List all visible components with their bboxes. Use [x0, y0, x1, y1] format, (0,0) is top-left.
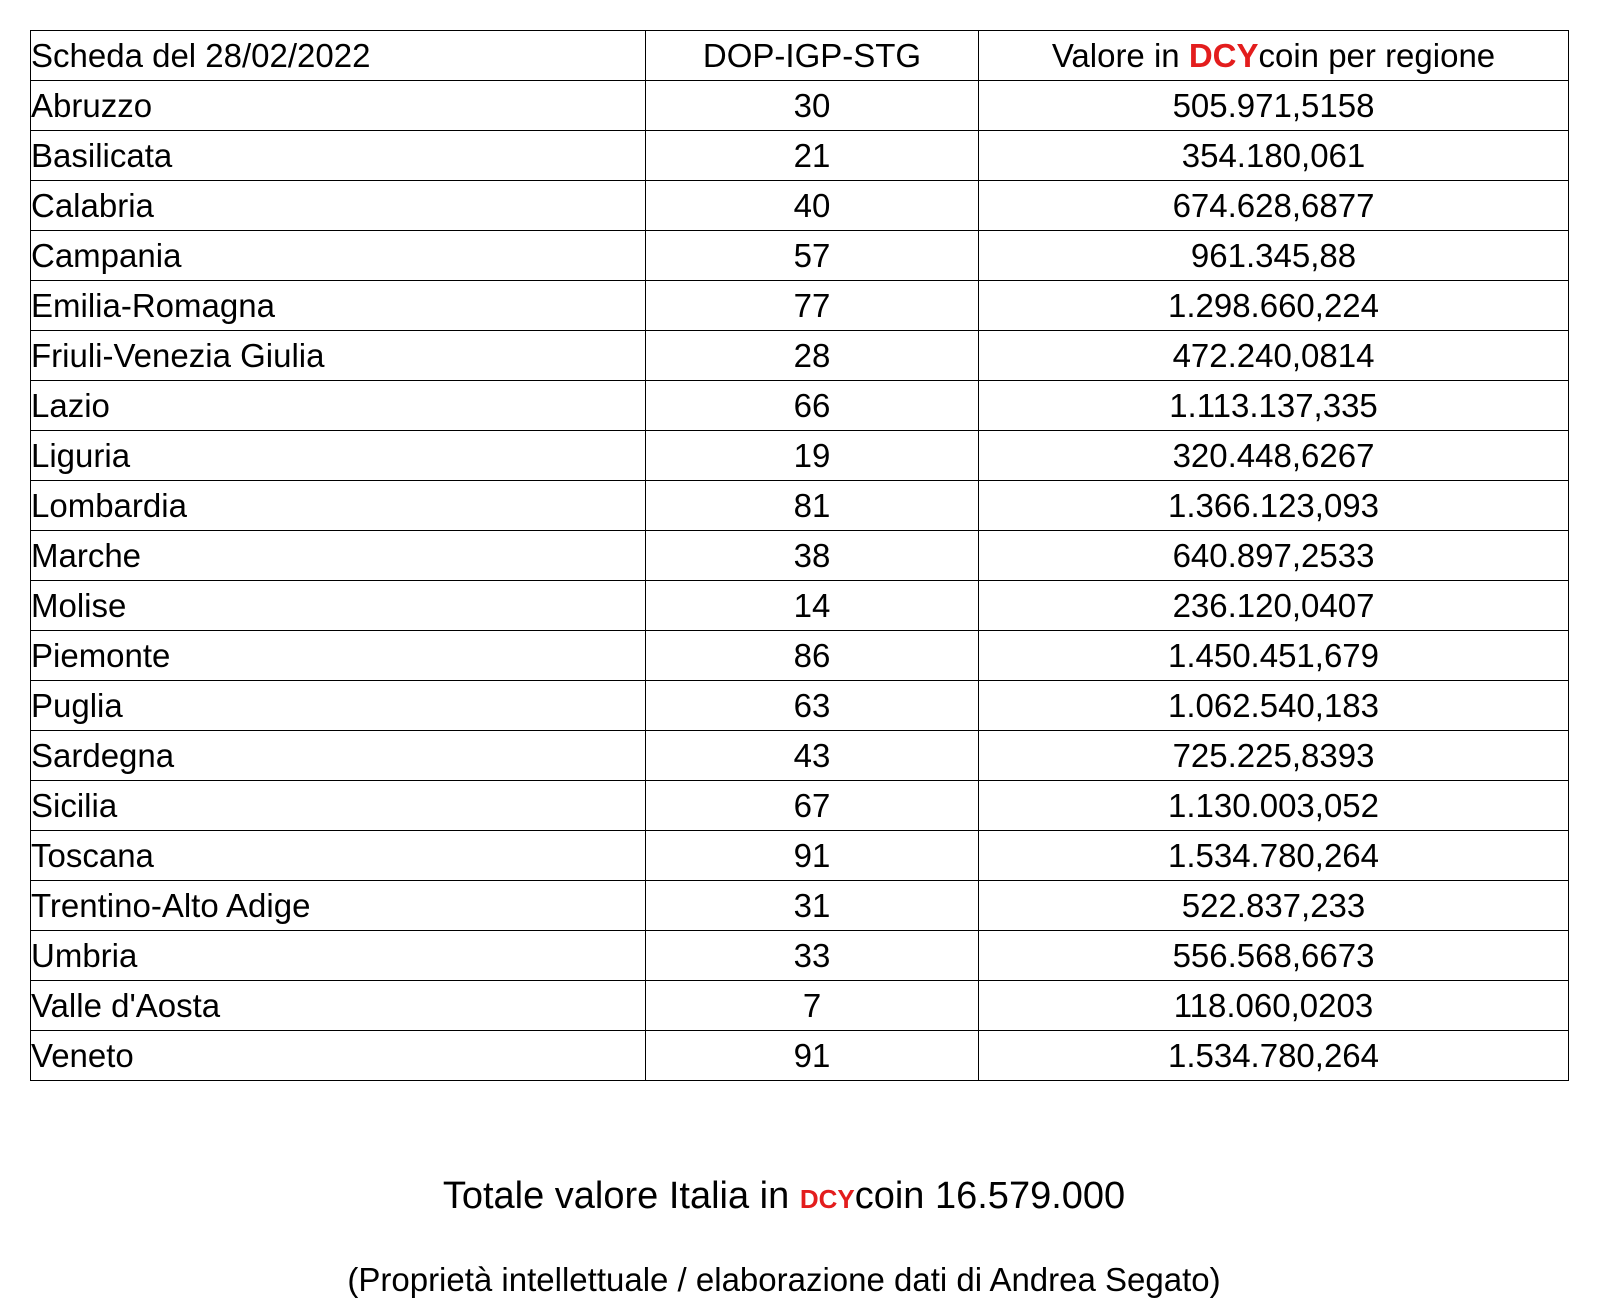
region-cell: Campania — [31, 231, 646, 281]
region-cell: Friuli-Venezia Giulia — [31, 331, 646, 381]
region-cell: Valle d'Aosta — [31, 981, 646, 1031]
table-row — [31, 831, 1569, 881]
value-cell: 1.534.780,264 — [979, 831, 1569, 881]
credit-note: (Proprietà intellettuale / elaborazione dati di Andrea Segato) — [347, 1261, 1221, 1298]
table-row — [31, 781, 1569, 831]
count-cell: 30 — [646, 81, 979, 131]
value-cell: 118.060,0203 — [979, 981, 1569, 1031]
region-cell: Basilicata — [31, 131, 646, 181]
region-cell: Calabria — [31, 181, 646, 231]
count-cell: 38 — [646, 531, 979, 581]
count-cell: 40 — [646, 181, 979, 231]
value-cell: 1.298.660,224 — [979, 281, 1569, 331]
count-cell: 28 — [646, 331, 979, 381]
table-row — [31, 631, 1569, 681]
region-cell: Emilia-Romagna — [31, 281, 646, 331]
header-value-prefix: Valore in — [1051, 37, 1189, 74]
count-cell: 57 — [646, 231, 979, 281]
value-cell: 1.534.780,264 — [979, 1031, 1569, 1081]
table-body — [31, 81, 1569, 1081]
table-row — [31, 531, 1569, 581]
brand-mark: DCY — [799, 1184, 855, 1214]
value-cell: 556.568,6673 — [979, 931, 1569, 981]
region-cell: Piemonte — [31, 631, 646, 681]
region-cell: Veneto — [31, 1031, 646, 1081]
region-cell: Abruzzo — [31, 81, 646, 131]
count-cell: 67 — [646, 781, 979, 831]
total-value — [0, 1172, 1568, 1223]
region-cell: Molise — [31, 581, 646, 631]
table-row — [31, 1031, 1569, 1081]
value-cell: 1.113.137,335 — [979, 381, 1569, 431]
table-row — [31, 681, 1569, 731]
count-cell: 86 — [646, 631, 979, 681]
value-cell: 674.628,6877 — [979, 181, 1569, 231]
region-cell: Trentino-Alto Adige — [31, 881, 646, 931]
region-cell: Lazio — [31, 381, 646, 431]
region-cell: Lombardia — [31, 481, 646, 531]
table-row — [31, 281, 1569, 331]
table-row — [31, 731, 1569, 781]
region-cell: Sicilia — [31, 781, 646, 831]
total-prefix: Totale valore Italia in — [442, 1175, 800, 1217]
header-value-suffix: coin per regione — [1258, 37, 1496, 74]
header-count: DOP-IGP-STG — [646, 31, 979, 81]
region-cell: Puglia — [31, 681, 646, 731]
value-cell: 522.837,233 — [979, 881, 1569, 931]
table-row — [31, 881, 1569, 931]
count-cell: 33 — [646, 931, 979, 981]
region-cell: Toscana — [31, 831, 646, 881]
value-cell: 961.345,88 — [979, 231, 1569, 281]
count-cell: 21 — [646, 131, 979, 181]
count-cell: 63 — [646, 681, 979, 731]
table-row — [31, 331, 1569, 381]
table-row — [31, 381, 1569, 431]
table-row — [31, 81, 1569, 131]
table-row — [31, 981, 1569, 1031]
region-cell: Liguria — [31, 431, 646, 481]
count-cell: 31 — [646, 881, 979, 931]
value-cell: 354.180,061 — [979, 131, 1569, 181]
header-date: Scheda del 28/02/2022 — [31, 31, 646, 81]
value-cell: 725.225,8393 — [979, 731, 1569, 781]
region-cell: Umbria — [31, 931, 646, 981]
table-row — [31, 131, 1569, 181]
count-cell: 14 — [646, 581, 979, 631]
count-cell: 19 — [646, 431, 979, 481]
header-value — [979, 31, 1569, 81]
value-cell: 1.130.003,052 — [979, 781, 1569, 831]
count-cell: 43 — [646, 731, 979, 781]
region-cell: Sardegna — [31, 731, 646, 781]
table-row — [31, 181, 1569, 231]
table-row — [31, 581, 1569, 631]
table-row — [31, 481, 1569, 531]
value-cell: 472.240,0814 — [979, 331, 1569, 381]
value-cell: 505.971,5158 — [979, 81, 1569, 131]
table-row — [31, 431, 1569, 481]
brand-mark: DCY — [1188, 37, 1259, 74]
value-cell: 640.897,2533 — [979, 531, 1569, 581]
value-cell: 236.120,0407 — [979, 581, 1569, 631]
region-cell: Marche — [31, 531, 646, 581]
count-cell: 66 — [646, 381, 979, 431]
value-cell: 1.366.123,093 — [979, 481, 1569, 531]
table-header — [31, 31, 1569, 81]
count-cell: 77 — [646, 281, 979, 331]
region-value-table — [30, 30, 1569, 1081]
count-cell: 81 — [646, 481, 979, 531]
value-cell: 1.062.540,183 — [979, 681, 1569, 731]
table-row — [31, 231, 1569, 281]
count-cell: 91 — [646, 831, 979, 881]
table-row — [31, 931, 1569, 981]
total-suffix: coin 16.579.000 — [854, 1175, 1126, 1217]
count-cell: 91 — [646, 1031, 979, 1081]
value-cell: 320.448,6267 — [979, 431, 1569, 481]
count-cell: 7 — [646, 981, 979, 1031]
header-row — [31, 31, 1569, 81]
value-cell: 1.450.451,679 — [979, 631, 1569, 681]
